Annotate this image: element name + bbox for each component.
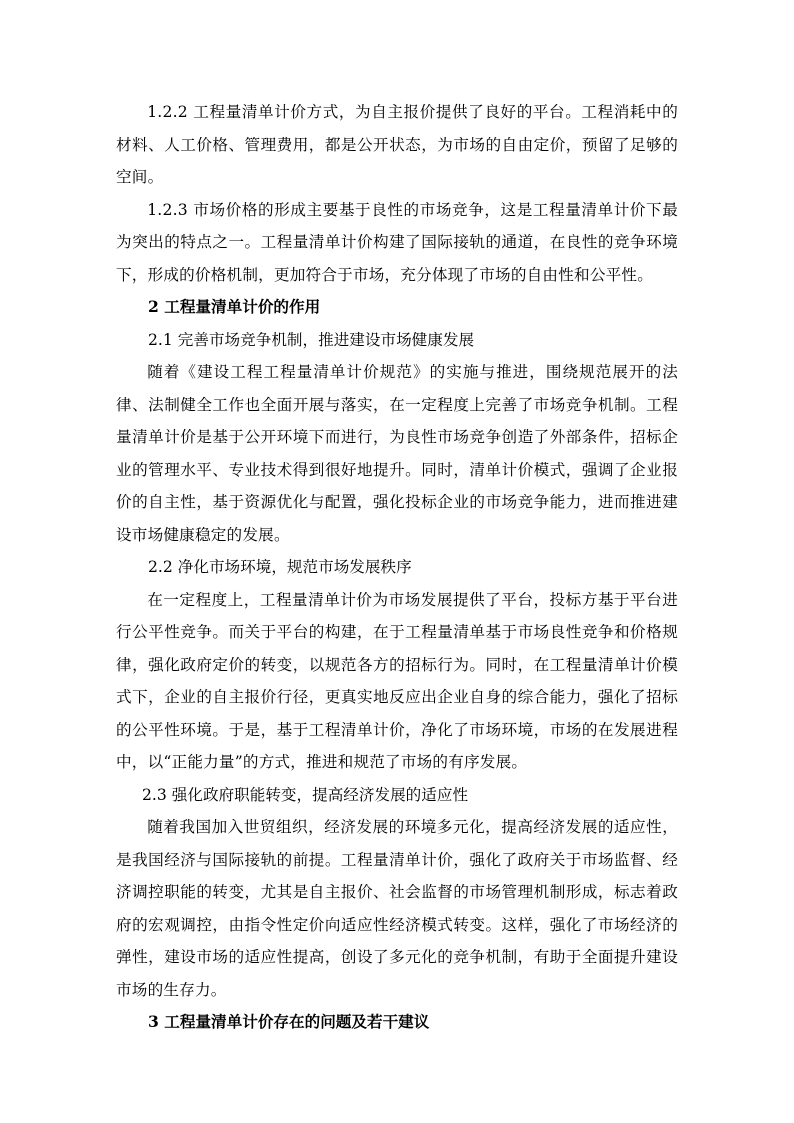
paragraph-1-2-2: 1.2.2 工程量清单计价方式，为自主报价提供了良好的平台。工程消耗中的材料、人工价格、管理费用，都是公开状态，为市场的自由定价，预留了足够的空间。 [116, 103, 678, 186]
subsection-heading-2-3: 2.3 强化政府职能转变，提高经济发展的适应性 [142, 785, 469, 804]
paragraph-2-3: 随着我国加入世贸组织，经济发展的环境多元化，提高经济发展的适应性，是我国经济与国际接轨的前提。工程量清单计价，强化了政府关于市场监督、经济调控职能的转变，尤其是自主报价、社会监督的市场管理机制形成，标志着政府的宏观调控，由指令性定价向适应性经济模式转变。这样，强化了市场经济的弹性，建设市场的适应性提高，创设了多元化的竞争机制，有助于全面提升建设市场的生存力。 [116, 818, 678, 999]
section-heading-3: 3 工程量清单计价存在的问题及若干建议 [148, 1012, 430, 1031]
paragraph-2-2: 在一定程度上，工程量清单计价为市场发展提供了平台，投标方基于平台进行公平性竞争。而关于平台的构建，在于工程量清单基于市场良性竞争和价格规律，强化政府定价的转变，以规范各方的招标行为。同时，在工程量清单计价模式下，企业的自主报价行径，更真实地反应出企业自身的综合能力，强化了招标的公平性环境。于是，基于工程清单计价，净化了市场环境，市场的在发展进程中，以“正能力量”的方式，推进和规范了市场的有序发展。 [116, 590, 678, 771]
section-heading-2: 2 工程量清单计价的作用 [148, 297, 321, 316]
paragraph-2-1: 随着《建设工程工程量清单计价规范》的实施与推进，围绕规范展开的法律、法制健全工作也全面开展与落实，在一定程度上完善了市场竞争机制。工程量清单计价是基于公开环境下而进行，为良性市场竞争创造了外部条件，招标企业的管理水平、专业技术得到很好地提升。同时，清单计价模式，强调了企业报价的自主性，基于资源优化与配置，强化投标企业的市场竞争能力，进而推进建设市场健康稳定的发展。 [116, 363, 678, 544]
paragraph-1-2-3: 1.2.3 市场价格的形成主要基于良性的市场竞争，这是工程量清单计价下最为突出的特点之一。工程量清单计价构建了国际接轨的通道，在良性的竞争环境下，形成的价格机制，更加符合于市场，充分体现了市场的自由性和公平性。 [116, 200, 678, 284]
subsection-heading-2-2: 2.2 净化市场环境，规范市场发展秩序 [148, 558, 412, 576]
subsection-heading-2-1: 2.1 完善市场竞争机制，推进建设市场健康发展 [148, 330, 475, 349]
document-page [116, 96, 678, 1039]
